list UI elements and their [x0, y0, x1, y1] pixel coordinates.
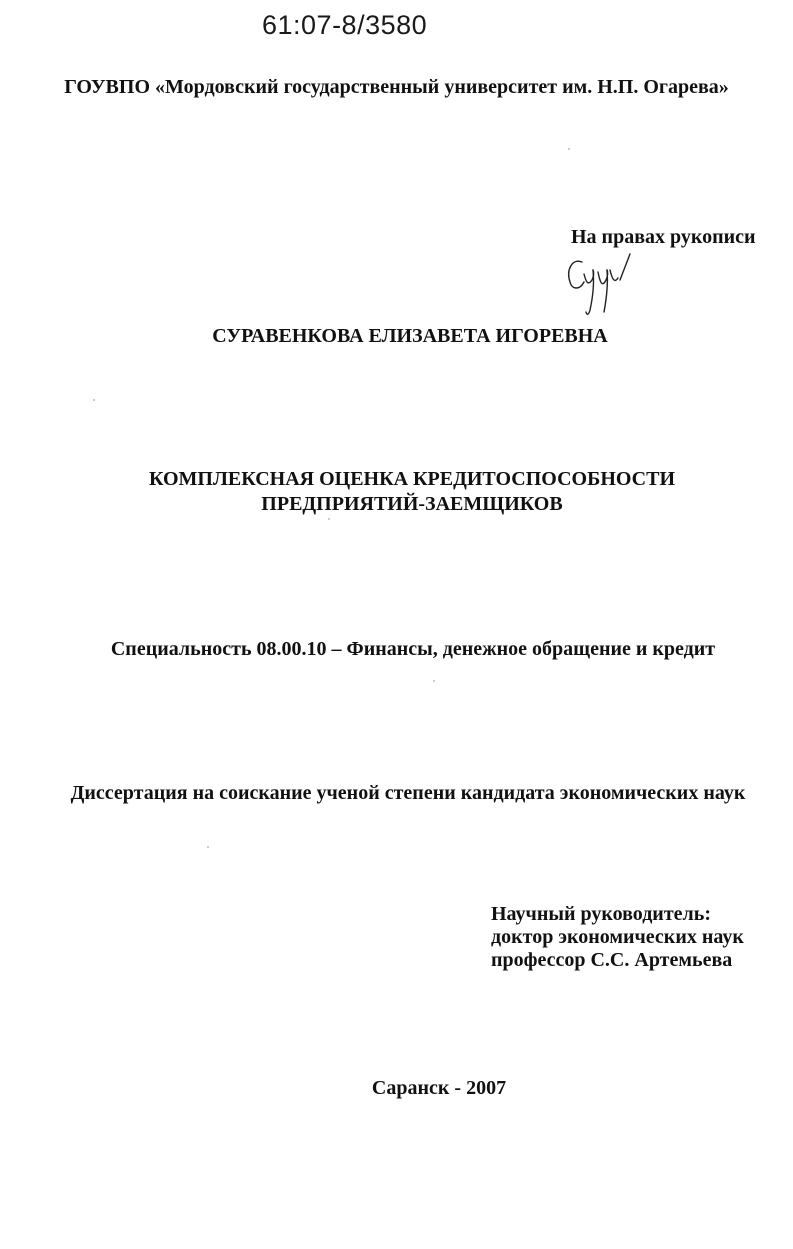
supervisor-label: Научный руководитель: [491, 903, 711, 925]
university-name: ГОУВПО «Мордовский государственный университет им. Н.П. Огарева» [64, 76, 729, 98]
supervisor-block [491, 903, 744, 972]
scan-speck [433, 680, 435, 682]
rights-note: На правах рукописи [571, 226, 756, 248]
city-year: Саранск - 2007 [371, 1077, 507, 1099]
supervisor-name: профессор С.С. Артемьева [491, 949, 733, 971]
supervisor-degree: доктор экономических наук [491, 926, 744, 948]
scan-speck [207, 846, 209, 848]
scan-speck [568, 148, 570, 150]
speciality-line: Специальность 08.00.10 – Финансы, денежное обращение и кредит [110, 638, 716, 660]
dissertation-degree-line: Диссертация на соискание ученой степени кандидата экономических наук [70, 782, 746, 804]
author-name: СУРАВЕНКОВА ЕЛИЗАВЕТА ИГОРЕВНА [212, 325, 608, 347]
archive-stamp-number: 61:07-8/3580 [262, 10, 428, 40]
dissertation-title [0, 467, 793, 517]
handwritten-signature [560, 252, 640, 324]
title-line-2: ПРЕДПРИЯТИЙ-ЗАЕМЩИКОВ [261, 493, 563, 515]
scan-speck [328, 518, 330, 520]
scan-speck [93, 399, 95, 401]
title-line-1: КОМПЛЕКСНАЯ ОЦЕНКА КРЕДИТОСПОСОБНОСТИ [148, 468, 676, 490]
